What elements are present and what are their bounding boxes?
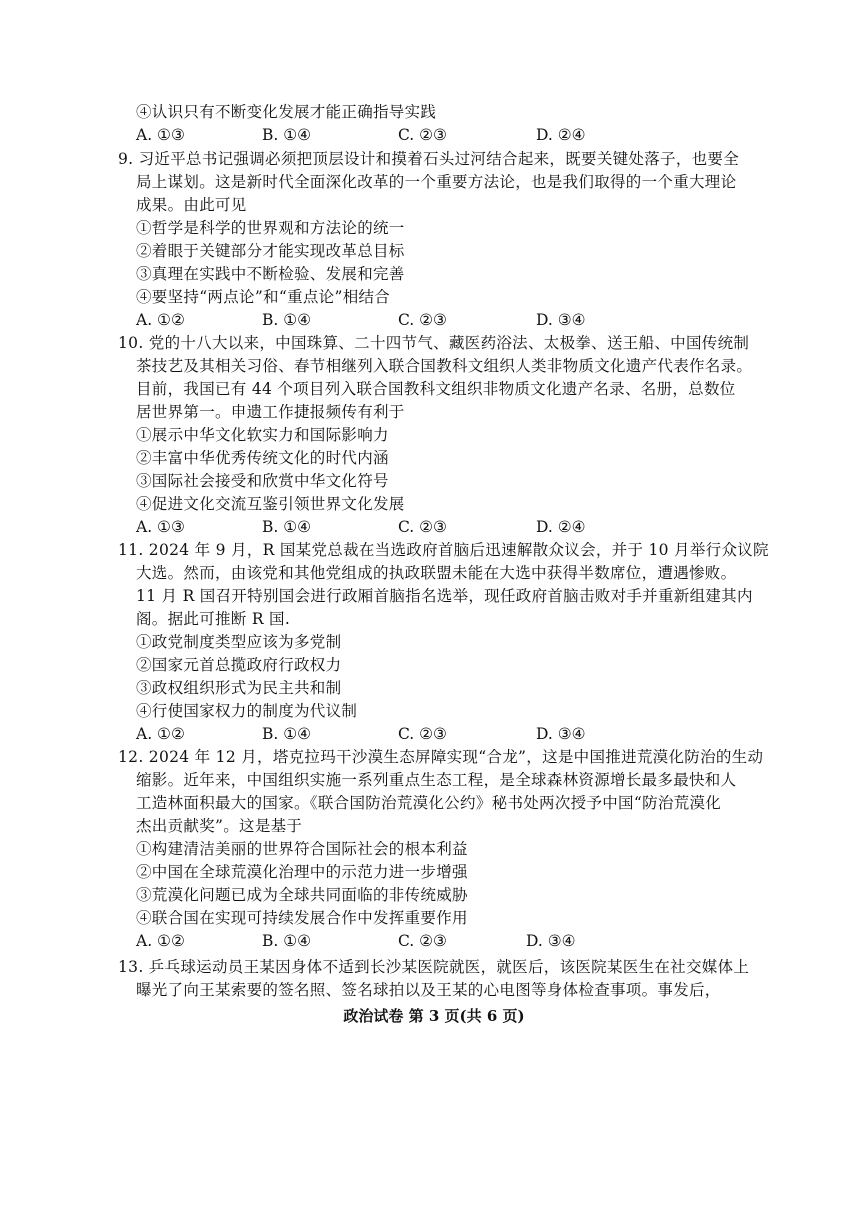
answer-c: C. ②③ [398, 518, 447, 536]
option-line: ④促进文化交流互鉴引领世界文化发展 [136, 495, 405, 513]
question-12-line: 杰出贡献奖”。这是基于 [136, 817, 303, 835]
answer-d: D. ②④ [536, 518, 586, 536]
answer-d: D. ③④ [536, 725, 586, 743]
answer-b: B. ①④ [262, 725, 312, 743]
answer-a: A. ①② [136, 725, 185, 743]
answer-d: D. ③④ [526, 932, 576, 950]
question-9-line: 9. 习近平总书记强调必须把顶层设计和摸着石头过河结合起来，既要关键处落子，也要全 [118, 150, 740, 168]
option-line: ④认识只有不断变化发展才能正确指导实践 [136, 103, 437, 121]
answer-a: A. ①② [136, 932, 185, 950]
option-line: ④要坚持“两点论”和“重点论”相结合 [136, 288, 391, 306]
answer-c: C. ②③ [398, 725, 447, 743]
option-line: ①展示中华文化软实力和国际影响力 [136, 426, 389, 444]
option-line: ④行使国家权力的制度为代议制 [136, 702, 358, 720]
option-line: ②着眼于关键部分才能实现改革总目标 [136, 242, 405, 260]
answer-b: B. ①④ [262, 518, 312, 536]
question-12-line: 工造林面积最大的国家。《联合国防治荒漠化公约》秘书处两次授予中国“防治荒漠化 [136, 794, 722, 812]
answer-d: D. ③④ [536, 311, 586, 329]
answer-b: B. ①④ [262, 932, 312, 950]
question-12-line: 缩影。近年来，中国组织实施一系列重点生态工程，是全球森林资源增长最多最快和人 [136, 771, 737, 789]
question-10-line: 10. 党的十八大以来，中国珠算、二十四节气、藏医药浴法、太极拳、送王船、中国传统制 [118, 334, 750, 352]
question-10-line: 居世界第一。申遗工作捷报频传有利于 [136, 403, 405, 421]
option-line: ②丰富中华优秀传统文化的时代内涵 [136, 449, 389, 467]
question-11-line: 大选。然而，由该党和其他党组成的执政联盟未能在大选中获得半数席位，遭遇惨败。 [136, 564, 737, 582]
answer-c: C. ②③ [398, 311, 447, 329]
answer-c: C. ②③ [398, 932, 447, 950]
option-line: ①政党制度类型应该为多党制 [136, 633, 342, 651]
option-line: ②国家元首总揽政府行政权力 [136, 656, 342, 674]
question-9-line: 局上谋划。这是新时代全面深化改革的一个重要方法论，也是我们取得的一个重大理论 [136, 173, 737, 191]
option-line: ②中国在全球荒漠化治理中的示范力进一步增强 [136, 863, 468, 881]
question-9-line: 成果。由此可见 [136, 196, 247, 214]
option-line: ④联合国在实现可持续发展合作中发挥重要作用 [136, 909, 468, 927]
answer-a: A. ①② [136, 311, 185, 329]
option-line: ③国际社会接受和欣赏中华文化符号 [136, 472, 389, 490]
option-line: ③真理在实践中不断检验、发展和完善 [136, 265, 405, 283]
question-11-line: 11. 2024 年 9 月，R 国某党总裁在当选政府首脑后迅速解散众议会，并于 10 月举行众议院 [118, 541, 769, 559]
option-line: ③荒漠化问题已成为全球共同面临的非传统威胁 [136, 886, 468, 904]
page-footer: 政治试卷 第 3 页(共 6 页) [343, 1007, 525, 1025]
question-11-line: 11 月 R 国召开特别国会进行政厢首脑指名选举，现任政府首脑击败对手并重新组建其内 [136, 587, 753, 605]
question-11-line: 阁。据此可推断 R 国. [136, 610, 291, 628]
answer-c: C. ②③ [398, 126, 447, 144]
answer-a: A. ①③ [136, 518, 185, 536]
option-line: ①哲学是科学的世界观和方法论的统一 [136, 219, 405, 237]
question-10-line: 目前，我国已有 44 个项目列入联合国教科文组织非物质文化遗产名录、名册，总数位 [136, 380, 736, 398]
question-10-line: 茶技艺及其相关习俗、春节相继列入联合国教科文组织人类非物质文化遗产代表作名录。 [136, 357, 753, 375]
question-13-line: 13. 乒乓球运动员王某因身体不适到长沙某医院就医，就医后，该医院某医生在社交媒体上 [118, 958, 750, 976]
answer-d: D. ②④ [536, 126, 586, 144]
option-line: ①构建清洁美丽的世界符合国际社会的根本利益 [136, 840, 468, 858]
answer-a: A. ①③ [136, 126, 185, 144]
question-13-line: 曝光了向王某索要的签名照、签名球拍以及王某的心电图等身体检查事项。事发后， [136, 981, 721, 999]
answer-b: B. ①④ [262, 311, 312, 329]
question-12-line: 12. 2024 年 12 月，塔克拉玛干沙漠生态屏障实现“合龙”，这是中国推进荒漠化防治的生动 [118, 748, 764, 766]
answer-b: B. ①④ [262, 126, 312, 144]
option-line: ③政权组织形式为民主共和制 [136, 679, 342, 697]
